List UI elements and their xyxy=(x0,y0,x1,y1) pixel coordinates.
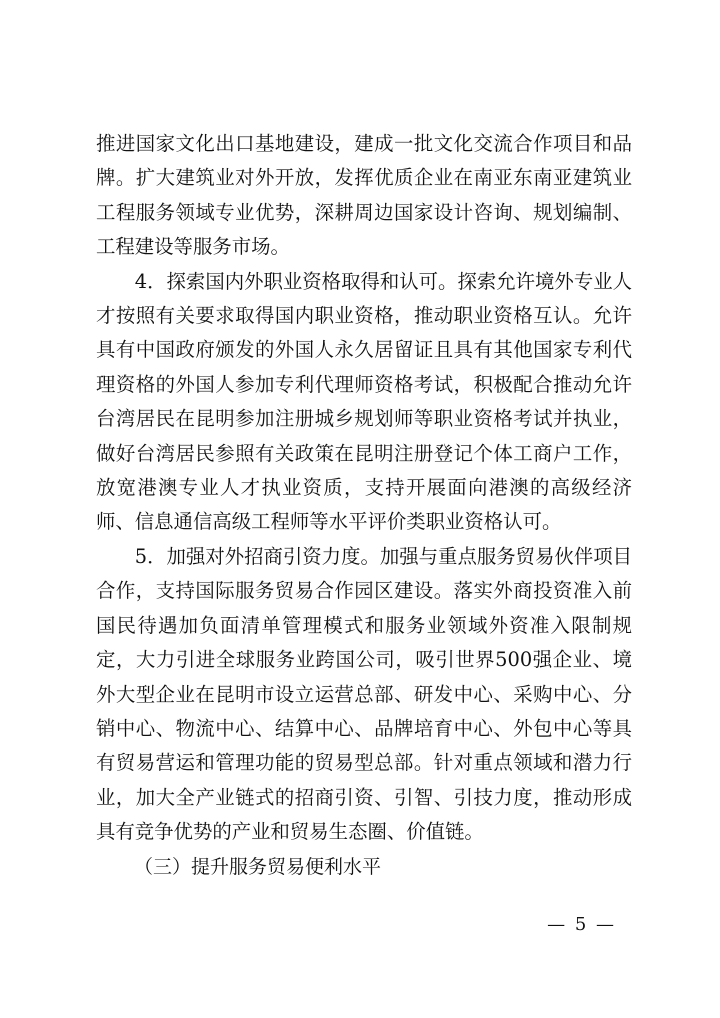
paragraph-continuation: 推进国家文化出口基地建设，建成一批文化交流合作项目和品牌。扩大建筑业对外开放，发挥优质企业在南亚东南亚建筑业工程服务领域专业优势，深耕周边国家设计咨询、规划编制、工程建设等服务市场。 xyxy=(96,132,632,259)
paragraph-item-4: 4．探索国内外职业资格取得和认可。探索允许境外专业人才按照有关要求取得国内职业资格，推动职业资格互认。允许具有中国政府颁发的外国人永久居留证且具有其他国家专利代理资格的外国人参加专利代理师资格考试，积极配合推动允许台湾居民在昆明参加注册城乡规划师等职业资格考试并执业，做好台湾居民参照有关政策在昆明注册登记个体工商户工作，放宽港澳专业人才执业资质，支持开展面向港澳的高级经济师、信息通信高级工程师等水平评价类职业资格认可。 xyxy=(96,269,632,534)
section-heading: （三）提升服务贸易便利水平 xyxy=(134,855,382,878)
page-number: — 5 — xyxy=(547,914,616,935)
body-text xyxy=(96,127,632,884)
paragraph-item-5: 5．加强对外招商引资力度。加强与重点服务贸易伙伴项目合作，支持国际服务贸易合作园区建设。落实外商投资准入前国民待遇加负面清单管理模式和服务业领域外资准入限制规定，大力引进全球服务业跨国公司，吸引世界500强企业、境外大型企业在昆明市设立运营总部、研发中心、采购中心、分销中心、物流中心、结算中心、品牌培育中心、外包中心等具有贸易营运和管理功能的贸易型总部。针对重点领域和潜力行业，加大全产业链式的招商引资、引智、引技力度，推动形成具有竞争优势的产业和贸易生态圈、价值链。 xyxy=(96,544,632,844)
